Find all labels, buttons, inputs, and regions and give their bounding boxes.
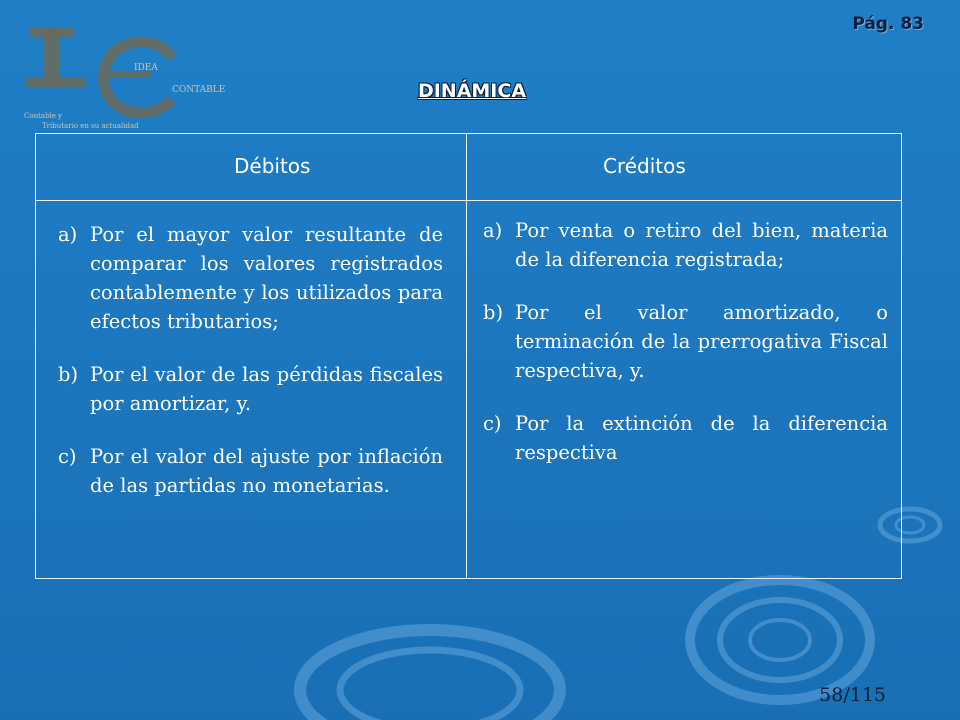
list-item — [58, 360, 443, 418]
page-number: 58/115 — [819, 684, 886, 706]
list-item — [58, 220, 443, 336]
column-divider — [466, 134, 467, 578]
item-text: Por el valor de las pérdidas fiscales por amortizar, y. — [90, 363, 443, 415]
slide-title: DINÁMICA — [417, 80, 527, 102]
svg-text:Tributario en su actualidad: Tributario en su actualidad — [42, 122, 139, 130]
item-marker: c) — [58, 445, 77, 468]
item-text: Por el valor amortizado, o terminación de la prerrogativa Fiscal respectiva, y. — [515, 301, 888, 382]
header-divider — [36, 200, 901, 201]
list-item — [483, 409, 888, 467]
item-text: Por la extinción de la diferencia respectiva — [515, 412, 888, 464]
item-marker: c) — [483, 412, 502, 435]
svg-text:CONTABLE: CONTABLE — [172, 85, 226, 95]
credits-list — [483, 216, 888, 491]
debit-credit-table — [35, 133, 902, 579]
item-marker: b) — [483, 301, 504, 324]
list-item — [483, 298, 888, 385]
debits-header: Débitos — [234, 154, 311, 178]
item-text: Por el valor del ajuste por inflación de las partidas no monetarias. — [90, 445, 443, 497]
debits-list — [58, 220, 443, 524]
item-text: Por venta o retiro del bien, materia de la diferencia registrada; — [515, 219, 888, 271]
svg-text:IDEA: IDEA — [134, 63, 158, 73]
item-marker: b) — [58, 363, 79, 386]
item-text: Por el mayor valor resultante de comparar los valores registrados contablemente y los utilizados para efectos tributarios; — [90, 223, 443, 333]
svg-text:Contable y: Contable y — [24, 112, 63, 120]
list-item — [58, 442, 443, 500]
page-label: Pág. 83 — [852, 14, 924, 34]
idea-contable-logo — [22, 22, 252, 132]
item-marker: a) — [58, 223, 78, 246]
list-item — [483, 216, 888, 274]
item-marker: a) — [483, 219, 503, 242]
credits-header: Créditos — [603, 154, 686, 178]
